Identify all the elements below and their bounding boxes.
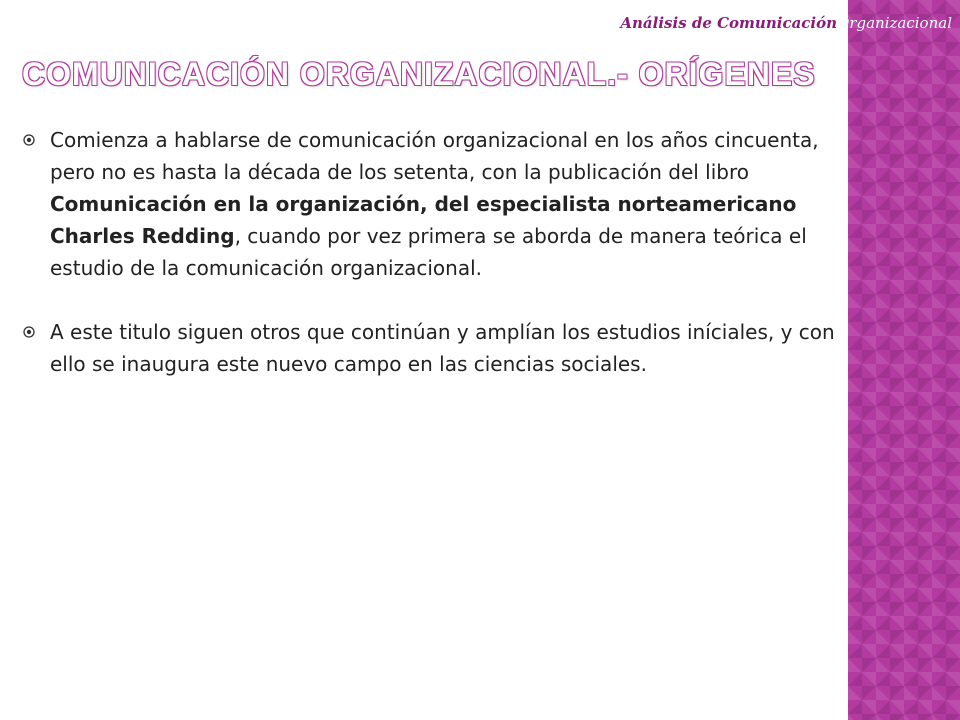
bullet-item — [20, 124, 850, 284]
bullet-text — [50, 316, 850, 380]
header-tagline-part1: Análisis de Comunicación — [620, 14, 838, 32]
circled-dot-icon — [20, 326, 38, 338]
bullet-text-bold: Comunicación en la organización, del especialista norteamericano Charles Redding — [50, 192, 797, 248]
bullet-text-post: , cuando por vez primera se aborda de manera teórica el estudio de la comunicación organizacional. — [50, 224, 807, 280]
decorative-side-pattern — [848, 0, 960, 720]
header-tagline — [620, 14, 952, 32]
bullet-text-pre: A este titulo siguen otros que continúan y amplían los estudios iníciales, y con ello se inaugura este nuevo campo en las ciencias sociales. — [50, 320, 835, 376]
bullet-text — [50, 124, 850, 284]
bullet-list — [20, 124, 850, 412]
bullet-text-pre: Comienza a hablarse de comunicación organizacional en los años cincuenta, pero no es hasta la década de los setenta, con la publicación del libro — [50, 128, 819, 184]
bullet-item — [20, 316, 850, 380]
slide-title: COMUNICACIÓN ORGANIZACIONAL.- ORÍGENES — [22, 56, 816, 92]
header-tagline-part2: Organizacional — [837, 14, 952, 32]
circled-dot-icon — [20, 134, 38, 146]
